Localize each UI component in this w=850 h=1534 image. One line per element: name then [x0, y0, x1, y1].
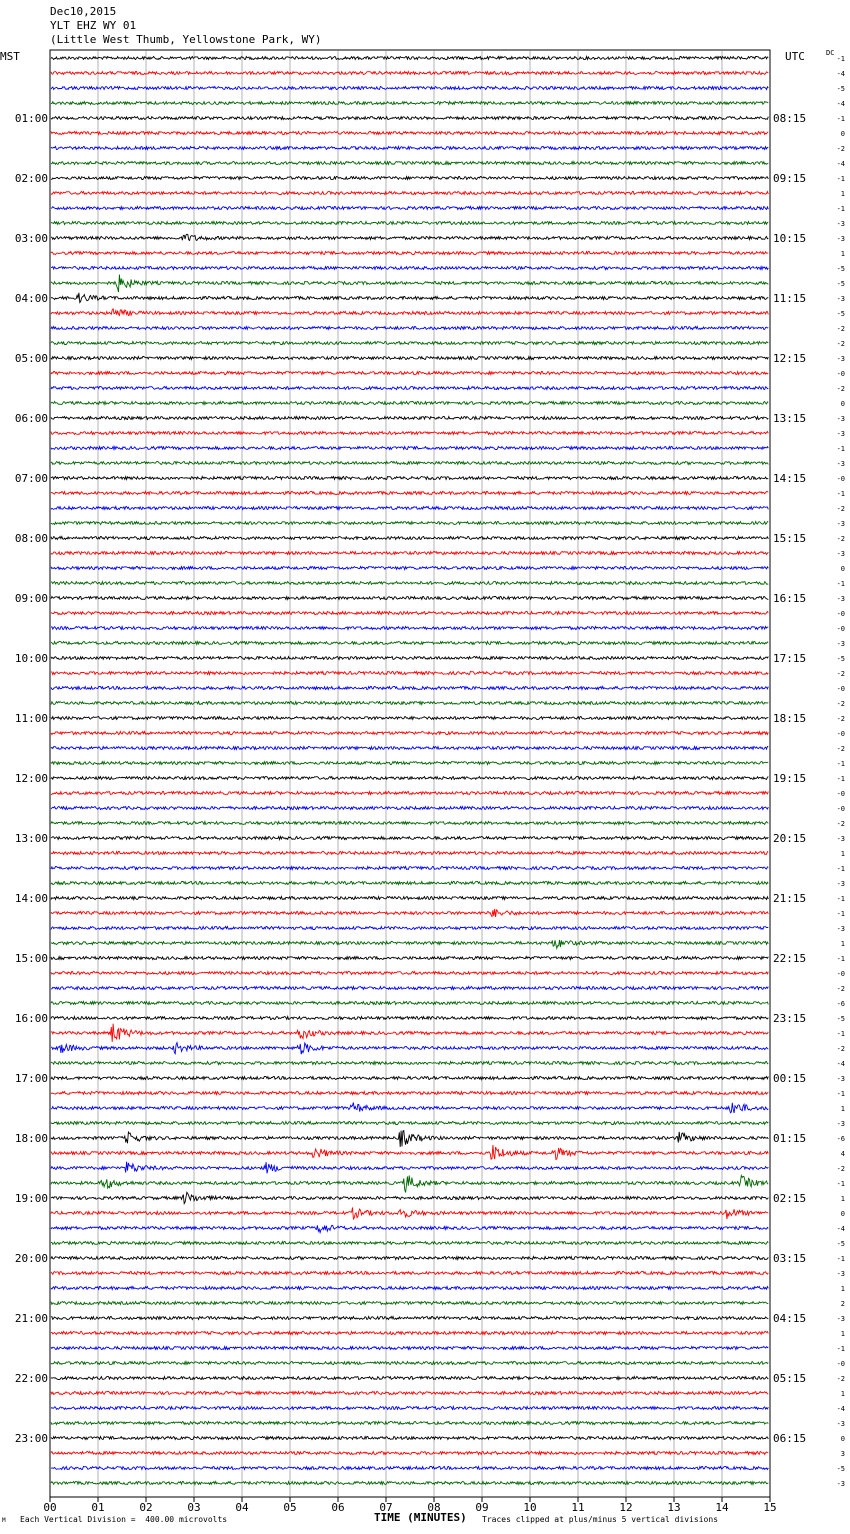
- dc-offset-value: -1: [836, 175, 845, 183]
- dc-offset-value: -1: [836, 1030, 845, 1038]
- seismic-trace: [51, 822, 768, 825]
- dc-offset-value: -4: [836, 1405, 845, 1413]
- dc-offset-value: 0: [840, 130, 845, 138]
- utc-hour-label: 04:15: [773, 1312, 807, 1325]
- seismic-trace: [51, 1377, 768, 1380]
- utc-hour-label: 06:15: [773, 1432, 807, 1445]
- utc-hour-label: 12:15: [773, 352, 807, 365]
- dc-offset-value: -4: [836, 1225, 845, 1233]
- seismic-trace: [51, 552, 768, 555]
- dc-offset-value: -3: [836, 295, 845, 303]
- seismic-trace: [51, 87, 768, 90]
- seismic-trace: [51, 1482, 768, 1485]
- x-tick-label: 04: [235, 1501, 249, 1514]
- x-tick-label: 06: [331, 1501, 345, 1514]
- mst-hour-label: 17:00: [14, 1072, 48, 1085]
- seismic-trace: [51, 582, 768, 585]
- utc-hour-label: 17:15: [773, 652, 807, 665]
- seismic-trace: [51, 957, 768, 960]
- seismic-trace: [51, 1422, 768, 1425]
- mst-hour-label: 14:00: [14, 892, 48, 905]
- dc-offset-value: 1: [840, 850, 845, 858]
- seismic-trace: [51, 1332, 768, 1335]
- x-tick-label: 12: [619, 1501, 633, 1514]
- vertical-division-note: Each Vertical Division = 400.00 microvolts: [20, 1515, 228, 1524]
- dc-offset-value: -1: [836, 775, 845, 783]
- dc-offset-value: -0: [836, 790, 845, 798]
- seismic-trace: [51, 702, 768, 705]
- dc-offset-value: -1: [836, 895, 845, 903]
- seismic-trace: [51, 507, 768, 510]
- seismic-trace: [51, 1452, 768, 1455]
- dc-offset-value: 1: [840, 940, 845, 948]
- dc-offset-value: -1: [836, 115, 845, 123]
- utc-hour-label: 09:15: [773, 172, 807, 185]
- seismic-trace: [51, 462, 768, 465]
- seismic-trace: [51, 1017, 768, 1020]
- dc-offset-value: -1: [836, 1180, 845, 1188]
- utc-hour-label: 20:15: [773, 832, 807, 845]
- seismic-trace: [51, 267, 768, 270]
- dc-offset-value: -1: [836, 910, 845, 918]
- seismic-trace: [51, 342, 768, 345]
- seismic-trace: [51, 132, 768, 135]
- mst-hour-label: 04:00: [14, 292, 48, 305]
- seismic-trace: [51, 1272, 768, 1275]
- dc-offset-header: DC: [826, 49, 835, 57]
- x-tick-label: 05: [283, 1501, 297, 1514]
- dc-offset-value: -3: [836, 415, 845, 423]
- seismic-trace: [51, 732, 768, 735]
- seismic-trace: [51, 717, 768, 720]
- dc-offset-value: -1: [836, 955, 845, 963]
- dc-offset-value: -2: [836, 715, 845, 723]
- dc-offset-value: 2: [840, 1300, 845, 1308]
- mst-hour-label: 01:00: [14, 112, 48, 125]
- seismic-trace: [51, 147, 768, 150]
- seismic-trace: [51, 777, 768, 780]
- seismic-trace: [51, 1317, 768, 1320]
- seismic-trace: [51, 867, 768, 870]
- seismic-trace: [51, 309, 768, 316]
- seismic-trace: [51, 837, 768, 840]
- dc-offset-value: -1: [836, 865, 845, 873]
- station-code: YLT EHZ WY 01: [50, 19, 137, 32]
- dc-offset-value: 4: [840, 1150, 845, 1158]
- seismic-trace: [51, 1392, 768, 1395]
- dc-offset-value: 1: [840, 250, 845, 258]
- seismic-trace: [51, 972, 768, 975]
- mst-hour-label: 18:00: [14, 1132, 48, 1145]
- x-tick-label: 13: [667, 1501, 681, 1514]
- dc-offset-value: -3: [836, 1420, 845, 1428]
- utc-hour-label: 05:15: [773, 1372, 807, 1385]
- record-date: Dec10,2015: [50, 5, 117, 18]
- dc-offset-value: -1: [836, 55, 845, 63]
- dc-offset-value: -4: [836, 1060, 845, 1068]
- seismic-trace: [51, 597, 768, 600]
- dc-offset-value: -3: [836, 520, 845, 528]
- seismic-trace: [51, 1077, 768, 1080]
- seismic-trace: [51, 792, 768, 795]
- mst-hour-label: 09:00: [14, 592, 48, 605]
- mst-hour-label: 22:00: [14, 1372, 48, 1385]
- dc-offset-value: -3: [836, 220, 845, 228]
- dc-offset-value: -3: [836, 835, 845, 843]
- seismic-trace: [51, 102, 768, 105]
- mst-hour-label: 02:00: [14, 172, 48, 185]
- dc-offset-value: -0: [836, 1360, 845, 1368]
- dc-offset-value: 0: [840, 565, 845, 573]
- dc-offset-value: -2: [836, 745, 845, 753]
- seismic-trace: [51, 234, 768, 240]
- dc-offset-value: -1: [836, 445, 845, 453]
- dc-offset-value: -2: [836, 700, 845, 708]
- dc-offset-value: 1: [840, 1330, 845, 1338]
- dc-offset-value: -3: [836, 355, 845, 363]
- seismic-trace: [51, 177, 768, 180]
- seismic-trace: [51, 687, 768, 690]
- utc-hour-label: 03:15: [773, 1252, 807, 1265]
- dc-offset-value: -0: [836, 610, 845, 618]
- mst-hour-label: 21:00: [14, 1312, 48, 1325]
- dc-offset-value: -5: [836, 1015, 845, 1023]
- dc-offset-value: -5: [836, 310, 845, 318]
- dc-offset-value: -2: [836, 535, 845, 543]
- seismic-trace: [51, 477, 768, 480]
- dc-offset-value: -0: [836, 370, 845, 378]
- dc-offset-value: 3: [840, 1450, 845, 1458]
- mst-hour-label: 03:00: [14, 232, 48, 245]
- seismic-trace: [51, 1131, 768, 1147]
- clipping-note: Traces clipped at plus/minus 5 vertical divisions: [482, 1515, 719, 1524]
- dc-offset-value: -4: [836, 100, 845, 108]
- seismic-trace: [51, 1347, 768, 1350]
- dc-offset-value: -4: [836, 70, 845, 78]
- dc-offset-value: -2: [836, 325, 845, 333]
- seismic-trace: [51, 417, 768, 420]
- x-axis-title: TIME (MINUTES): [374, 1511, 467, 1524]
- seismic-trace: [51, 627, 768, 630]
- utc-hour-label: 22:15: [773, 952, 807, 965]
- utc-hour-label: 16:15: [773, 592, 807, 605]
- mst-hour-label: 15:00: [14, 952, 48, 965]
- seismic-trace: [51, 1176, 768, 1193]
- dc-offset-value: -3: [836, 235, 845, 243]
- seismic-trace: [51, 657, 768, 660]
- seismic-trace: [51, 1062, 768, 1065]
- seismic-trace: [51, 1257, 768, 1260]
- dc-offset-value: -1: [836, 760, 845, 768]
- seismic-trace: [51, 987, 768, 990]
- mst-hour-label: 16:00: [14, 1012, 48, 1025]
- seismic-trace: [51, 357, 768, 360]
- seismic-trace: [51, 537, 768, 540]
- seismic-trace: [51, 1302, 768, 1305]
- x-tick-label: 00: [43, 1501, 57, 1514]
- right-timezone-label: UTC: [785, 50, 805, 63]
- mst-hour-label: 20:00: [14, 1252, 48, 1265]
- dc-offset-value: -5: [836, 265, 845, 273]
- mst-hour-label: 08:00: [14, 532, 48, 545]
- mst-hour-label: 19:00: [14, 1192, 48, 1205]
- mst-hour-label: 10:00: [14, 652, 48, 665]
- dc-offset-value: -3: [836, 460, 845, 468]
- utc-hour-label: 00:15: [773, 1072, 807, 1085]
- dc-offset-value: -2: [836, 1165, 845, 1173]
- seismic-trace: [51, 207, 768, 210]
- x-tick-label: 07: [379, 1501, 393, 1514]
- seismic-trace: [51, 522, 768, 525]
- seismic-trace: [51, 447, 768, 450]
- seismic-trace: [51, 492, 768, 495]
- dc-offset-value: 0: [840, 400, 845, 408]
- seismic-trace: [51, 327, 768, 330]
- mst-hour-label: 05:00: [14, 352, 48, 365]
- utc-hour-label: 13:15: [773, 412, 807, 425]
- dc-offset-value: -2: [836, 985, 845, 993]
- seismic-trace: [51, 432, 768, 435]
- seismic-trace: [51, 1043, 768, 1055]
- dc-offset-value: -3: [836, 880, 845, 888]
- utc-hour-label: 08:15: [773, 112, 807, 125]
- mst-hour-label: 11:00: [14, 712, 48, 725]
- mst-hour-label: 06:00: [14, 412, 48, 425]
- x-tick-label: 08: [427, 1501, 441, 1514]
- seismic-trace: [51, 642, 768, 645]
- dc-offset-value: -5: [836, 655, 845, 663]
- dc-offset-value: -1: [836, 580, 845, 588]
- dc-offset-value: 1: [840, 1105, 845, 1113]
- utc-hour-label: 21:15: [773, 892, 807, 905]
- dc-offset-value: -0: [836, 970, 845, 978]
- dc-offset-value: -3: [836, 1315, 845, 1323]
- seismic-trace: [51, 275, 768, 293]
- dc-offset-value: -3: [836, 430, 845, 438]
- x-tick-label: 14: [715, 1501, 729, 1514]
- dc-offset-value: -2: [836, 145, 845, 153]
- dc-offset-value: 0: [840, 1435, 845, 1443]
- dc-offset-value: -0: [836, 805, 845, 813]
- seismic-trace: [51, 1208, 768, 1220]
- seismic-trace: [51, 909, 768, 917]
- dc-offset-value: -5: [836, 1240, 845, 1248]
- seismic-trace: [51, 1024, 768, 1042]
- dc-offset-value: -1: [836, 490, 845, 498]
- seismic-trace: [51, 852, 768, 855]
- utc-hour-label: 19:15: [773, 772, 807, 785]
- station-location: (Little West Thumb, Yellowstone Park, WY): [50, 33, 322, 46]
- dc-offset-value: -2: [836, 820, 845, 828]
- dc-offset-value: -1: [836, 1090, 845, 1098]
- left-timezone-label: MST: [0, 50, 20, 63]
- seismic-trace: [51, 1242, 768, 1245]
- dc-offset-value: -5: [836, 85, 845, 93]
- dc-offset-value: 1: [840, 1285, 845, 1293]
- seismic-trace: [51, 117, 768, 120]
- dc-offset-value: -0: [836, 685, 845, 693]
- x-tick-label: 11: [571, 1501, 585, 1514]
- dc-offset-value: -2: [836, 1045, 845, 1053]
- seismic-trace: [51, 387, 768, 390]
- seismic-trace: [51, 162, 768, 165]
- seismic-trace: [51, 293, 768, 303]
- seismic-trace: [51, 402, 768, 405]
- utc-hour-label: 11:15: [773, 292, 807, 305]
- seismic-trace: [51, 372, 768, 375]
- seismic-trace: [51, 1467, 768, 1470]
- dc-offset-value: -2: [836, 340, 845, 348]
- dc-offset-value: -3: [836, 595, 845, 603]
- utc-hour-label: 18:15: [773, 712, 807, 725]
- utc-hour-label: 14:15: [773, 472, 807, 485]
- seismic-trace: [51, 567, 768, 570]
- dc-offset-value: -4: [836, 160, 845, 168]
- dc-offset-value: -3: [836, 640, 845, 648]
- dc-offset-value: -3: [836, 1270, 845, 1278]
- dc-offset-value: -2: [836, 385, 845, 393]
- x-tick-label: 03: [187, 1501, 201, 1514]
- dc-offset-value: -2: [836, 1375, 845, 1383]
- dc-offset-value: -2: [836, 505, 845, 513]
- seismic-trace: [51, 1145, 768, 1159]
- dc-offset-value: -0: [836, 625, 845, 633]
- seismic-trace: [51, 1407, 768, 1410]
- dc-offset-value: -5: [836, 1465, 845, 1473]
- seismic-trace: [51, 1287, 768, 1290]
- seismic-trace: [51, 222, 768, 225]
- dc-offset-value: 0: [840, 1210, 845, 1218]
- x-tick-label: 09: [475, 1501, 489, 1514]
- dc-offset-value: -3: [836, 925, 845, 933]
- footer-mark: M: [2, 1517, 6, 1524]
- dc-offset-value: -3: [836, 1075, 845, 1083]
- dc-offset-value: -1: [836, 1345, 845, 1353]
- seismic-trace: [51, 57, 768, 60]
- dc-offset-value: -3: [836, 1120, 845, 1128]
- seismic-trace: [51, 747, 768, 750]
- seismic-trace: [51, 807, 768, 810]
- utc-hour-label: 15:15: [773, 532, 807, 545]
- mst-hour-label: 13:00: [14, 832, 48, 845]
- dc-offset-value: 1: [840, 190, 845, 198]
- utc-hour-label: 01:15: [773, 1132, 807, 1145]
- seismic-trace: [51, 1103, 768, 1114]
- seismic-trace: [51, 1002, 768, 1005]
- seismic-trace: [51, 1362, 768, 1365]
- seismic-trace: [51, 762, 768, 765]
- utc-hour-label: 10:15: [773, 232, 807, 245]
- mst-hour-label: 07:00: [14, 472, 48, 485]
- seismic-trace: [51, 192, 768, 195]
- x-tick-label: 01: [91, 1501, 105, 1514]
- dc-offset-value: -2: [836, 670, 845, 678]
- utc-hour-label: 02:15: [773, 1192, 807, 1205]
- dc-offset-value: -1: [836, 205, 845, 213]
- seismic-trace: [51, 1162, 768, 1174]
- dc-offset-value: 1: [840, 1195, 845, 1203]
- seismic-trace: [51, 897, 768, 900]
- dc-offset-value: -3: [836, 1480, 845, 1488]
- dc-offset-value: -0: [836, 475, 845, 483]
- seismic-trace: [51, 612, 768, 615]
- mst-hour-label: 23:00: [14, 1432, 48, 1445]
- mst-hour-label: 12:00: [14, 772, 48, 785]
- x-tick-label: 02: [139, 1501, 153, 1514]
- x-tick-label: 15: [763, 1501, 777, 1514]
- seismic-trace: [51, 1192, 768, 1203]
- seismic-trace: [51, 72, 768, 75]
- seismic-trace: [51, 1122, 768, 1125]
- dc-offset-value: -0: [836, 730, 845, 738]
- dc-offset-value: -6: [836, 1135, 845, 1143]
- dc-offset-value: -5: [836, 280, 845, 288]
- x-tick-label: 10: [523, 1501, 537, 1514]
- seismic-trace: [51, 1225, 768, 1232]
- dc-offset-value: 1: [840, 1390, 845, 1398]
- utc-hour-label: 23:15: [773, 1012, 807, 1025]
- seismic-trace: [51, 252, 768, 255]
- dc-offset-value: -3: [836, 550, 845, 558]
- dc-offset-value: -6: [836, 1000, 845, 1008]
- seismic-trace: [51, 940, 768, 948]
- dc-offset-value: -1: [836, 1255, 845, 1263]
- seismic-trace: [51, 927, 768, 930]
- seismic-trace: [51, 1092, 768, 1095]
- seismic-trace: [51, 672, 768, 675]
- seismic-trace: [51, 1437, 768, 1440]
- seismic-trace: [51, 882, 768, 885]
